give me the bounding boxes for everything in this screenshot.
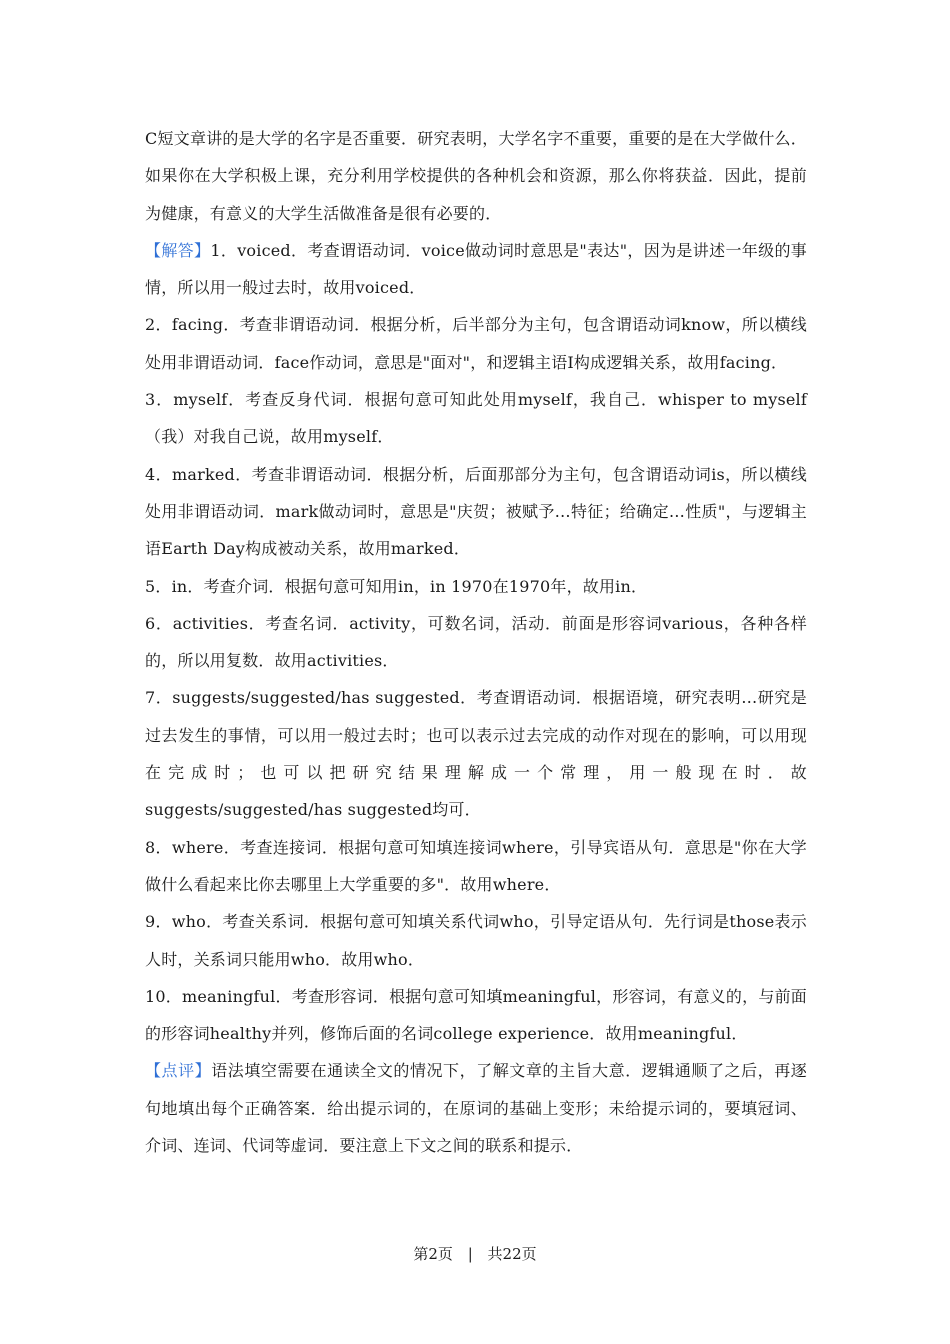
document-body <box>145 120 807 1164</box>
answer-tag: 【解答】 <box>145 240 211 260</box>
answer-item-4: 4．marked．考查非谓语动词．根据分析，后面那部分为主句，包含谓语动词is，所以横线处用非谓语动词．mark做动词时，意思是"庆贺；被赋予…特征；给确定…性质"，与逻辑主语Earth Day构成被动关系，故用marked． <box>145 464 807 559</box>
comment-text: 语法填空需要在通读全文的情况下，了解文章的主旨大意．逻辑通顺了之后，再逐句地填出每个正确答案．给出提示词的，在原词的基础上变形；未给提示词的，要填冠词、介词、连词、代词等虚词．要注意上下文之间的联系和提示． <box>145 1061 807 1156</box>
intro-paragraph: C短文章讲的是大学的名字是否重要．研究表明，大学名字不重要，重要的是在大学做什么．如果你在大学积极上课，充分利用学校提供的各种机会和资源，那么你将获益．因此，提前为健康，有意义的大学生活做准备是很有必要的． <box>145 129 807 223</box>
answer-item-3: 3．myself．考查反身代词．根据句意可知此处用myself，我自己．whisper to myself （我）对我自己说，故用myself． <box>145 390 807 447</box>
answer-paragraph <box>145 232 807 307</box>
page-number: 第2页 <box>413 1245 453 1263</box>
page-footer <box>0 1243 950 1264</box>
answer-item-7: 7．suggests/suggested/has suggested．考查谓语动词．根据语境，研究表明…研究是过去发生的事情，可以用一般过去时；也可以表示过去完成的动作对现在的影响，可以用现在完成时；也可以把研究结果理解成一个常理，用一般现在时．故suggests/suggested/has suggested均可． <box>145 688 807 820</box>
answer-item-8: 8．where．考查连接词．根据句意可知填连接词where，引导宾语从句．意思是"你在大学做什么看起来比你去哪里上大学重要的多"．故用where． <box>145 837 807 894</box>
answer-item-5: 5．in．考查介词．根据句意可知用in，in 1970在1970年，故用in． <box>145 576 648 596</box>
answer-item-10: 10．meaningful．考查形容词．根据句意可知填meaningful，形容词，有意义的，与前面的形容词healthy并列，修饰后面的名词college experience．故用meaningful． <box>145 986 807 1044</box>
answer-item-2: 2．facing．考查非谓语动词．根据分析，后半部分为主句，包含谓语动词know，所以横线处用非谓语动词．face作动词，意思是"面对"，和逻辑主语I构成逻辑关系，故用facing． <box>145 315 807 372</box>
answer-item-6: 6．activities．考查名词．activity，可数名词，活动．前面是形容词various，各种各样的，所以用复数．故用activities． <box>145 613 807 671</box>
answer-item-9: 9．who．考查关系词．根据句意可知填关系代词who，引导定语从句．先行词是those表示人时，关系词只能用who．故用who． <box>145 912 807 969</box>
comment-tag: 【点评】 <box>145 1061 212 1081</box>
footer-separator: | <box>467 1245 473 1263</box>
page-total: 共22页 <box>487 1245 537 1263</box>
answer-item-1: 1．voiced．考查谓语动词．voice做动词时意思是"表达"，因为是讲述一年级的事情，所以用一般过去时，故用voiced． <box>145 240 807 298</box>
comment-paragraph <box>145 1052 807 1164</box>
